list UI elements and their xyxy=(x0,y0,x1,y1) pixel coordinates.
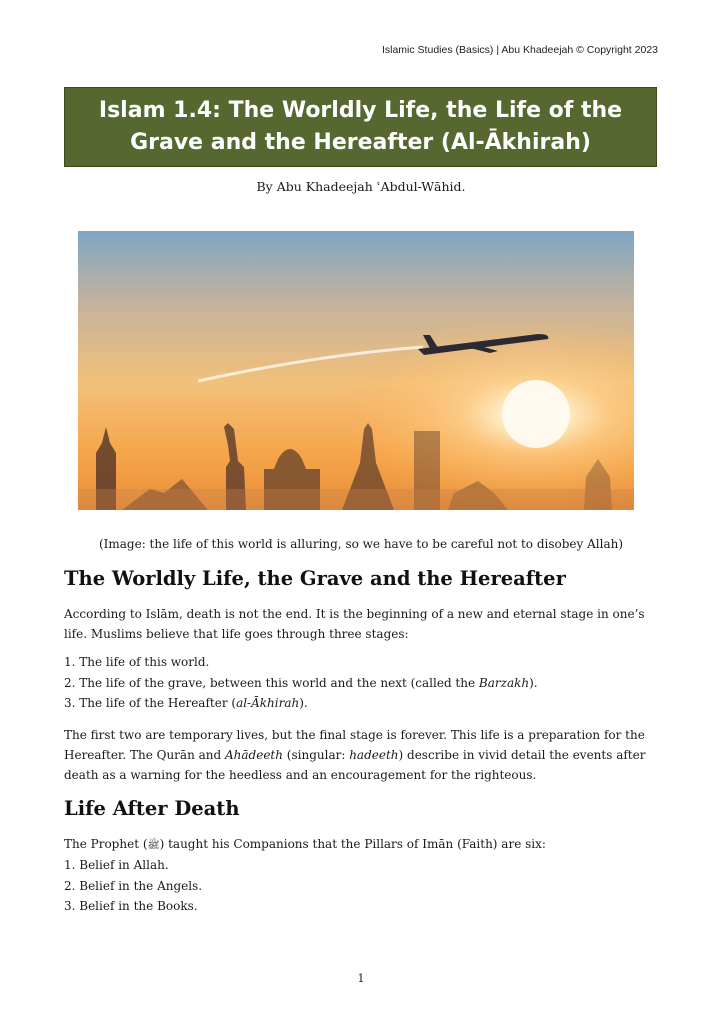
pillars-list xyxy=(64,855,664,917)
section2-intro-paragraph: The Prophet (ﷺ) taught his Companions that the Pillars of Imān (Faith) are six: xyxy=(64,837,546,851)
section-heading-worldly-life: The Worldly Life, the Grave and the Hereafter xyxy=(64,567,566,590)
list-item: 1. The life of this world. xyxy=(64,655,210,669)
list-item: 2. The life of the grave, between this world and the next (called the Barzakh). xyxy=(64,675,538,690)
page-number: 1 xyxy=(357,972,365,985)
byline: By Abu Khadeejah ʿAbdul-Wāhid. xyxy=(256,179,466,194)
sunset-skyline-illustration xyxy=(78,231,634,510)
salawat-glyph: ﷺ xyxy=(147,840,160,851)
running-header: Islamic Studies (Basics) | Abu Khadeejah © Copyright 2023 xyxy=(381,44,658,56)
section1-intro-paragraph: According to Islām, death is not the end. It is the beginning of a new and eternal stage in one’s life. Muslims believe that life goes through three stages: xyxy=(64,607,645,641)
stages-list xyxy=(64,652,664,714)
section1-closing-paragraph: The first two are temporary lives, but the final stage is forever. This life is a preparation for the Hereafter. The Qurān and Ahādeeth (singular: hadeeth) describe in vivid detail the events after death as a warning for the heedless and an encouragement for the righteous. xyxy=(64,728,646,782)
list-item: 1. Belief in Allah. xyxy=(64,858,169,872)
image-caption: (Image: the life of this world is alluring, so we have to be careful not to disobey Allah) xyxy=(98,537,624,551)
list-item: 2. Belief in the Angels. xyxy=(64,878,203,893)
document-title: Islam 1.4: The Worldly Life, the Life of the Grave and the Hereafter (Al-Ākhirah) xyxy=(98,98,623,155)
section-heading-life-after-death: Life After Death xyxy=(64,797,240,820)
list-item: 3. Belief in the Books. xyxy=(64,899,198,913)
list-item: 3. The life of the Hereafter (al-Ākhirah). xyxy=(64,696,308,710)
hero-image xyxy=(78,231,634,510)
title-banner xyxy=(64,87,657,167)
sun-icon xyxy=(502,380,570,448)
